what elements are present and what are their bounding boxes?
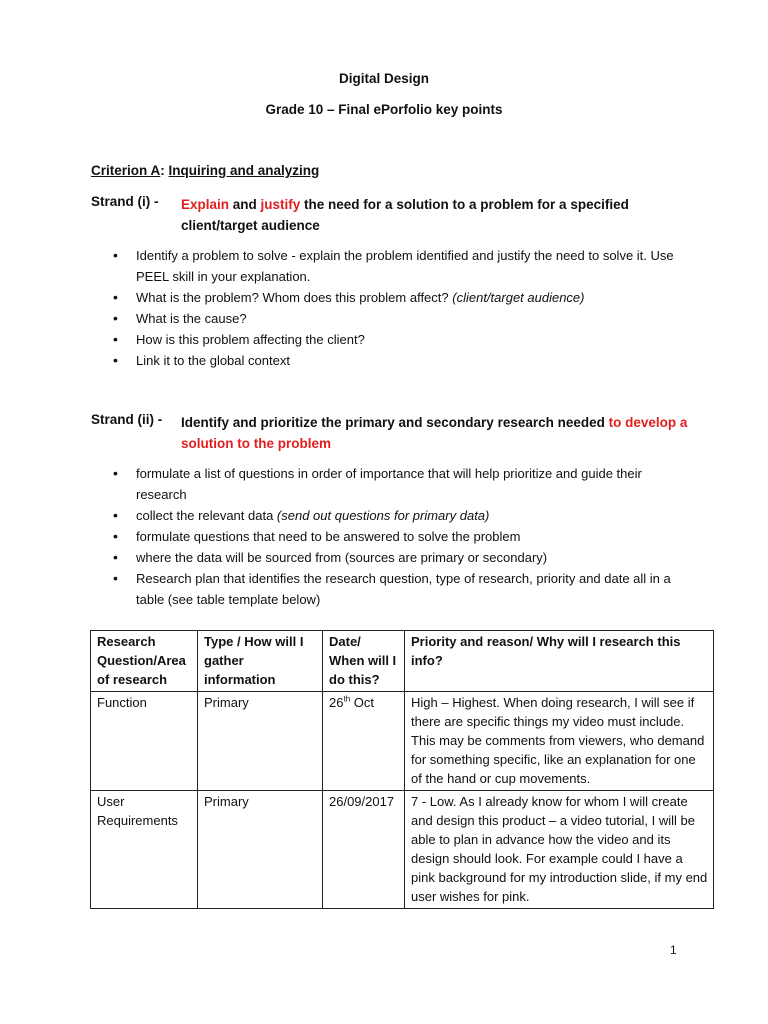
cell-reason: 7 - Low. As I already know for whom I will create and design this product – a video tutorial, I will be able to plan in advance how the video and its design should look. For example could I have a pink background for my introduction slide, if my end user wishes for pink. (405, 791, 714, 909)
list-item: • What is the cause? (113, 308, 683, 329)
research-plan-table (90, 630, 714, 909)
strand-1-bullets (113, 245, 683, 371)
cell-area: User Requirements (91, 791, 198, 909)
strand-1-label: Strand (i) - (91, 194, 159, 209)
header-area: Research Question/Area of research (91, 631, 198, 692)
table-row (91, 791, 714, 909)
list-item: • What is the problem? Whom does this problem affect? (client/target audience) (113, 287, 683, 308)
document-subtitle: Grade 10 – Final ePorfolio key points (265, 102, 503, 117)
list-item: • formulate questions that need to be answered to solve the problem (113, 526, 683, 547)
document-title: Digital Design (338, 71, 429, 86)
list-item: • Research plan that identifies the research question, type of research, priority and date all in a table (see table template below) (113, 568, 683, 610)
table-header-row (91, 631, 714, 692)
strand-2-label: Strand (ii) - (91, 412, 163, 427)
list-item: • where the data will be sourced from (sources are primary or secondary) (113, 547, 683, 568)
cell-date: 26th Oct (323, 692, 405, 791)
criterion-label: Criterion A (91, 163, 161, 178)
cell-reason: High – Highest. When doing research, I will see if there are specific things my video must include. This may be comments from viewers, who demand for something specific, like an explanation for one of the hand or cup movements. (405, 692, 714, 791)
strand-2-text: Identify and prioritize the primary and secondary research needed to develop a solution to the problem (181, 415, 688, 451)
cell-area: Function (91, 692, 198, 791)
list-item: • Link it to the global context (113, 350, 683, 371)
cell-date: 26/09/2017 (323, 791, 405, 909)
criterion-name: Inquiring and analyzing (168, 163, 320, 178)
cell-type: Primary (198, 791, 323, 909)
header-date: Date/ When will I do this? (323, 631, 405, 692)
header-priority: Priority and reason/ Why will I research this info? (405, 631, 714, 692)
criterion-heading: Criterion A: Inquiring and analyzing (91, 163, 320, 178)
list-item: • Identify a problem to solve - explain the problem identified and justify the need to solve it. Use PEEL skill in your explanation. (113, 245, 683, 287)
strand-2-bullets (113, 463, 683, 610)
list-item: • collect the relevant data (send out questions for primary data) (113, 505, 683, 526)
header-type: Type / How will I gather information (198, 631, 323, 692)
list-item: • formulate a list of questions in order of importance that will help prioritize and guide their research (113, 463, 683, 505)
list-item: • How is this problem affecting the client? (113, 329, 683, 350)
strand-1-text: Explain and justify the need for a solution to a problem for a specified client/target audience (181, 197, 629, 233)
cell-type: Primary (198, 692, 323, 791)
page-number: 1 (670, 943, 677, 957)
table-row (91, 692, 714, 791)
